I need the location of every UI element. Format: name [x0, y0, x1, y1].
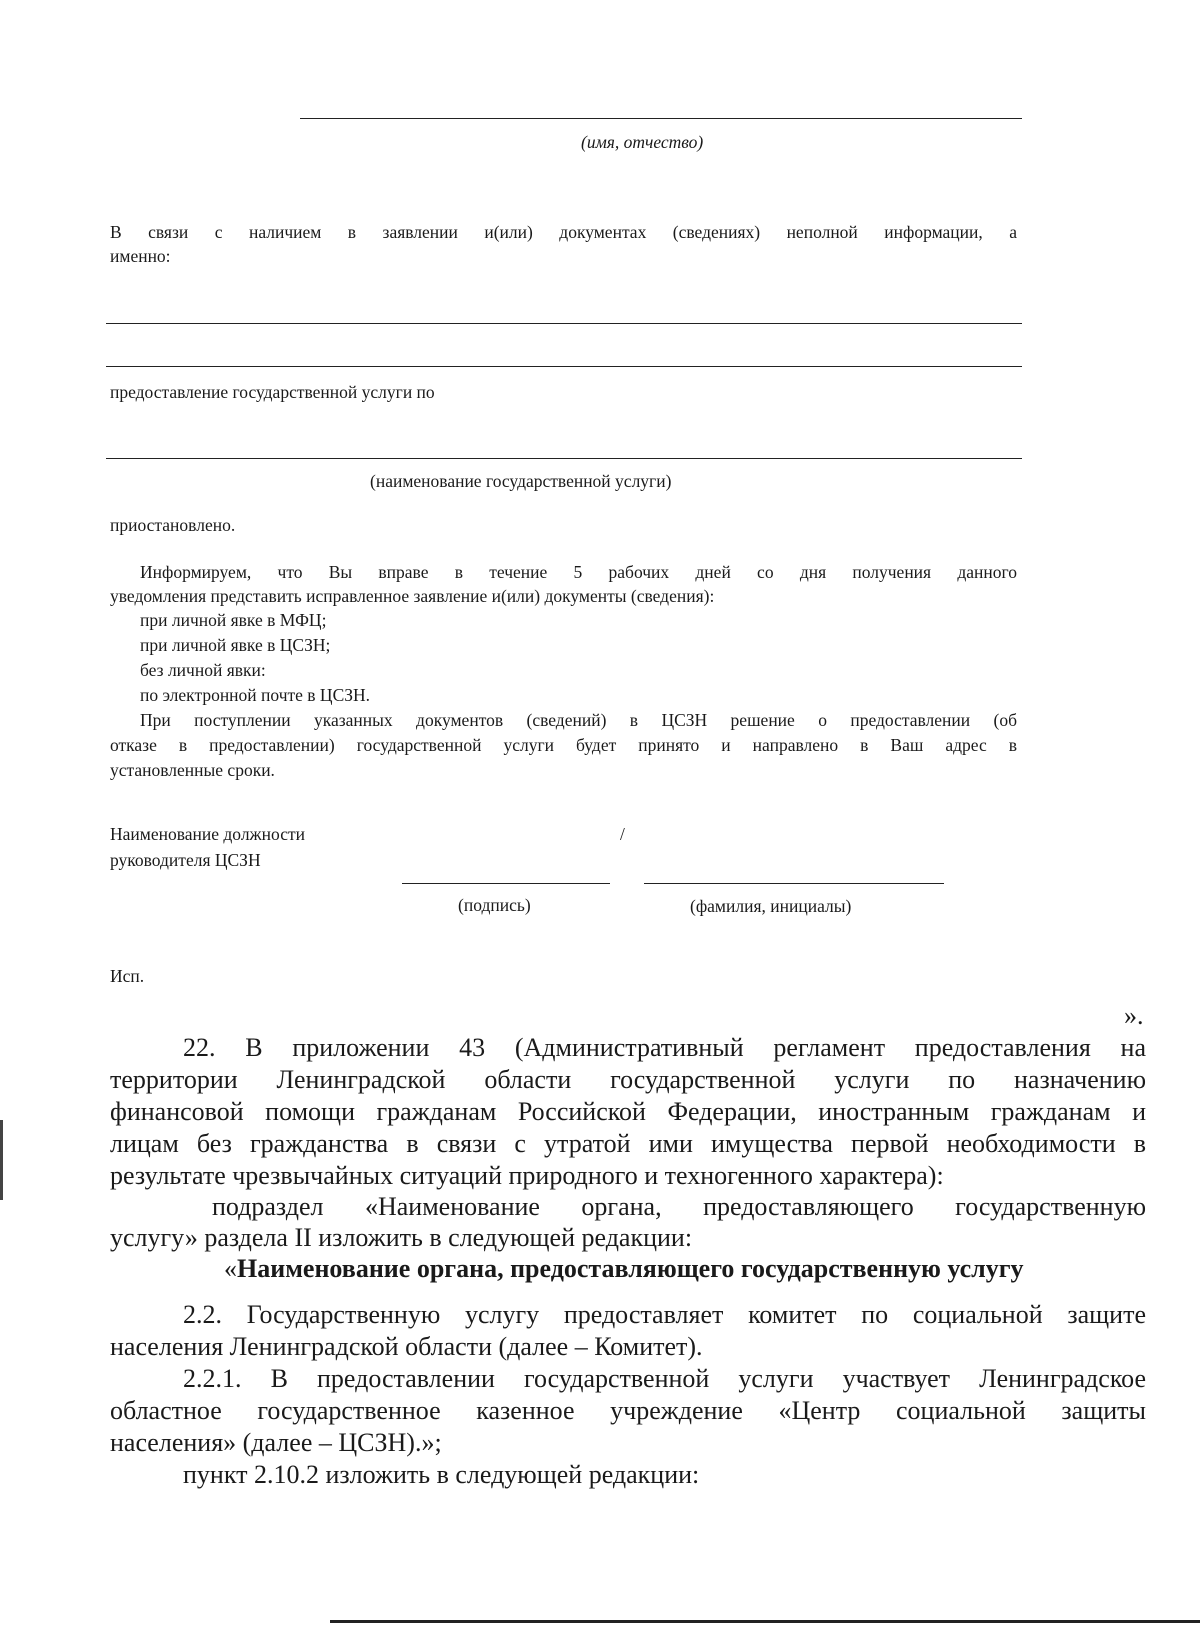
p22-line5: результате чрезвычайных ситуаций природного и техногенного характера): — [110, 1161, 944, 1190]
p22-line1: 22. В приложении 43 (Административный регламент предоставления на — [183, 1033, 1146, 1062]
p2-10-2: пункт 2.10.2 изложить в следующей редакции: — [183, 1460, 700, 1489]
heading-text: Наименование органа, предоставляющего государственную услугу — [237, 1254, 1024, 1283]
fullname-line — [644, 883, 944, 884]
inform-line1: Информируем, что Вы вправе в течение 5 рабочих дней со дня получения данного — [140, 562, 1017, 582]
decision-line3: установленные сроки. — [110, 760, 275, 780]
p22-line3: финансовой помощи гражданам Российской Федерации, иностранным гражданам и — [110, 1097, 1146, 1126]
option-email: по электронной почте в ЦСЗН. — [140, 685, 371, 705]
service-name-line — [106, 458, 1022, 459]
name-caption: (имя, отчество) — [581, 132, 704, 152]
p2-2-line2: населения Ленинградской области (далее – Комитет). — [110, 1332, 703, 1361]
service-caption: (наименование государственной услуги) — [370, 471, 672, 491]
fill-line-2 — [106, 366, 1022, 367]
fullname-caption: (фамилия, инициалы) — [690, 896, 852, 916]
inform-line2: уведомления представить исправленное заявление и(или) документы (сведения): — [110, 586, 715, 606]
option-mfc: при личной явке в МФЦ; — [140, 610, 327, 630]
suspended-text: приостановлено. — [110, 515, 236, 535]
p22-line4: лицам без гражданства в связи с утратой ими имущества первой необходимости в — [110, 1129, 1146, 1158]
incomplete-info-line1: В связи с наличием в заявлении и(или) документах (сведениях) неполной информации, а — [110, 222, 1017, 242]
executor-label: Исп. — [110, 966, 145, 986]
position-line1: Наименование должности — [110, 824, 305, 844]
incomplete-info-line2: именно: — [110, 246, 171, 266]
scan-left-edge — [0, 1120, 3, 1200]
sign-caption: (подпись) — [458, 895, 531, 915]
closing-quote: ». — [1124, 1001, 1144, 1030]
heading-open-quote: « — [224, 1254, 237, 1283]
p2-2-1-line2: областное государственное казенное учреждение «Центр социальной защиты — [110, 1396, 1146, 1425]
fill-line-1 — [106, 323, 1022, 324]
p2-2-line1: 2.2. Государственную услугу предоставляет комитет по социальной защите — [183, 1300, 1146, 1329]
option-remote: без личной явки: — [140, 660, 266, 680]
position-line2: руководителя ЦСЗН — [110, 850, 261, 870]
scan-bottom-edge — [330, 1620, 1200, 1623]
signature-line — [402, 883, 610, 884]
section-heading — [224, 1253, 1164, 1285]
subsection-line2: услугу» раздела II изложить в следующей редакции: — [110, 1223, 693, 1252]
p2-2-1-line3: населения» (далее – ЦСЗН).»; — [110, 1428, 442, 1457]
signature-slash: / — [620, 824, 625, 844]
decision-line1: При поступлении указанных документов (сведений) в ЦСЗН решение о предоставлении (об — [140, 710, 1017, 730]
name-line — [300, 118, 1022, 119]
decision-line2: отказе в предоставлении) государственной услуги будет принято и направлено в Ваш адрес в — [110, 735, 1017, 755]
service-prefix: предоставление государственной услуги по — [110, 382, 435, 402]
subsection-line1: подраздел «Наименование органа, предоставляющего государственную — [212, 1192, 1146, 1221]
p2-2-1-line1: 2.2.1. В предоставлении государственной услуги участвует Ленинградское — [183, 1364, 1146, 1393]
option-cszn: при личной явке в ЦСЗН; — [140, 635, 331, 655]
p22-line2: территории Ленинградской области государственной услуги по назначению — [110, 1065, 1146, 1094]
